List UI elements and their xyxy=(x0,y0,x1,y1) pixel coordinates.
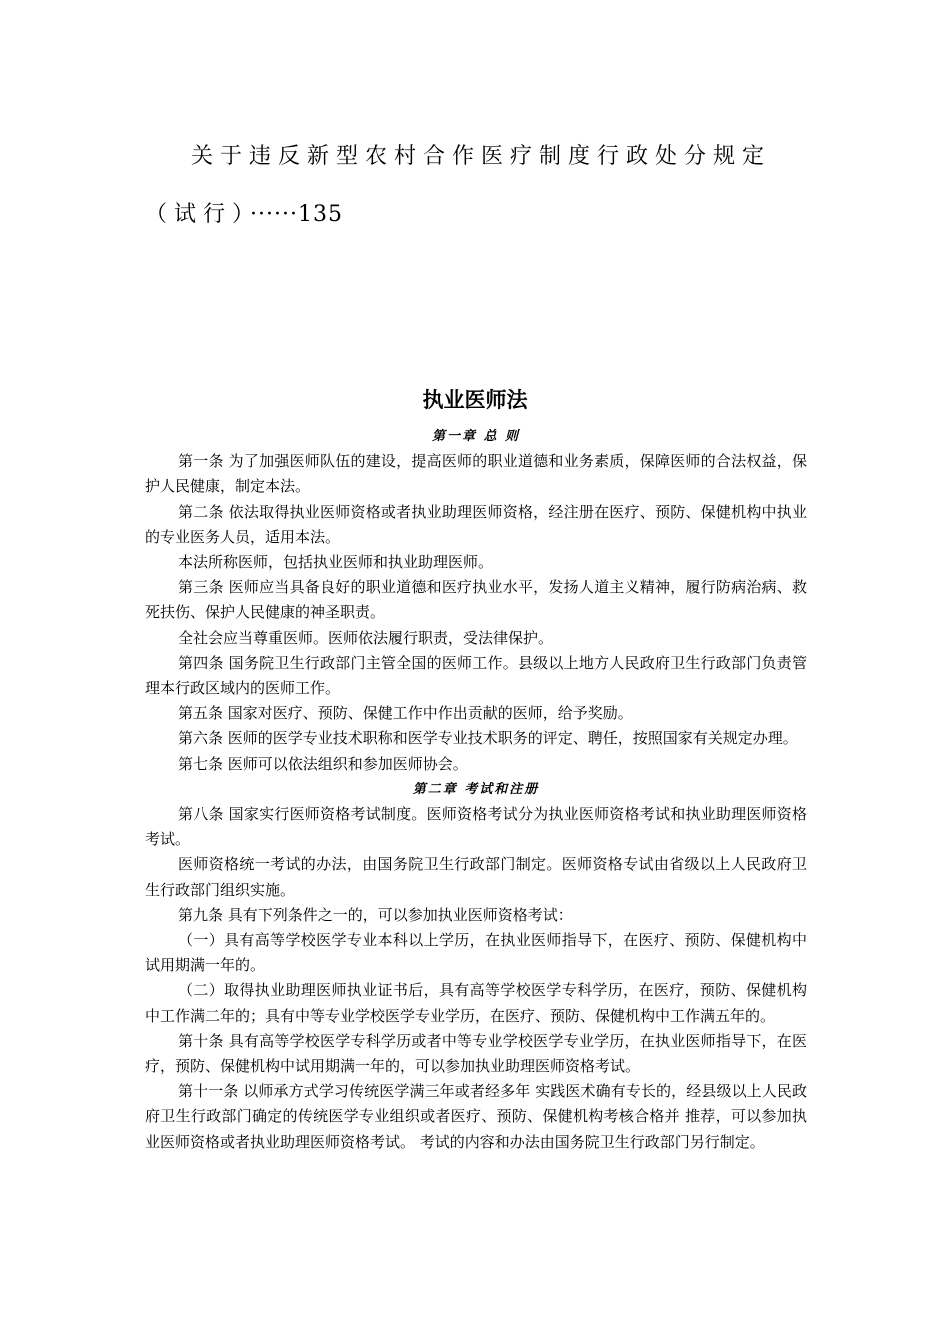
toc-entry-text: 关于违反新型农村合作医疗制度行政处分规定（试行） xyxy=(145,144,772,227)
article-paragraph: 全社会应当尊重医师。医师依法履行职责，受法律保护。 xyxy=(178,628,554,647)
article-paragraph: 医师资格统一考试的办法，由国务院卫生行政部门制定。医师资格专试由省级以上人民政府卫生行政部门组织实施。 xyxy=(145,855,807,899)
article-paragraph: 第七条 医师可以依法组织和参加医师协会。 xyxy=(178,754,468,773)
article-paragraph: 第五条 国家对医疗、预防、保健工作中作出贡献的医师，给予奖励。 xyxy=(178,704,633,723)
article-paragraph: 本法所称医师，包括执业医师和执业助理医师。 xyxy=(178,553,494,572)
chapter-2-heading: 第二章 考试和注册 xyxy=(412,781,540,797)
toc-page-number: 135 xyxy=(297,202,343,227)
article-paragraph: 第六条 医师的医学专业技术职称和医学专业技术职务的评定、聘任，按照国家有关规定办理。 xyxy=(178,729,798,748)
article-paragraph: 第三条 医师应当具备良好的职业道德和医疗执业水平，发扬人道主义精神，履行防病治病、救死扶伤、保护人民健康的神圣职责。 xyxy=(145,578,807,622)
article-paragraph: （二）取得执业助理医师执业证书后，具有高等学校医学专科学历，在医疗，预防、保健机构中工作满二年的；具有中等专业学校医学专业学历，在医疗、预防、保健机构中工作满五年的。 xyxy=(145,981,807,1025)
article-paragraph: 第一条 为了加强医师队伍的建设，提高医师的职业道德和业务素质，保障医师的合法权益，保护人民健康，制定本法。 xyxy=(145,452,807,496)
article-paragraph: 第八条 国家实行医师资格考试制度。医师资格考试分为执业医师资格考试和执业助理医师资格考试。 xyxy=(145,805,807,849)
article-paragraph: 第十条 具有高等学校医学专科学历或者中等专业学校医学专业学历，在执业医师指导下，在医疗，预防、保健机构中试用期满一年的，可以参加执业助理医师资格考试。 xyxy=(145,1031,807,1076)
document-body xyxy=(145,424,807,1155)
article-paragraph: 第九条 具有下列条件之一的，可以参加执业医师资格考试： xyxy=(178,905,573,924)
article-paragraph: （一）具有高等学校医学专业本科以上学历，在执业医师指导下，在医疗、预防、保健机构中试用期满一年的。 xyxy=(145,931,807,975)
article-paragraph: 第二条 依法取得执业医师资格或者执业助理医师资格，经注册在医疗、预防、保健机构中执业的专业医务人员，适用本法。 xyxy=(145,502,807,546)
chapter-1-heading: 第一章 总 则 xyxy=(431,429,521,444)
article-paragraph: 第四条 国务院卫生行政部门主管全国的医师工作。县级以上地方人民政府卫生行政部门负责管理本行政区域内的医师工作。 xyxy=(145,653,807,698)
document-title: 执业医师法 xyxy=(422,388,528,412)
article-paragraph: 第十一条 以师承方式学习传统医学满三年或者经多年 实践医术确有专长的，经县级以上人民政府卫生行政部门确定的传统医学专业组织或者医疗、预防、保健机构考核合格并 推荐，可以参加执业医师资格或者执业助理医师资格考试。 考试的内容和办法由国务院卫生行政部门另行制定。 xyxy=(145,1082,807,1151)
toc-entry xyxy=(145,128,805,244)
toc-leader-dots: ······ xyxy=(250,202,298,227)
